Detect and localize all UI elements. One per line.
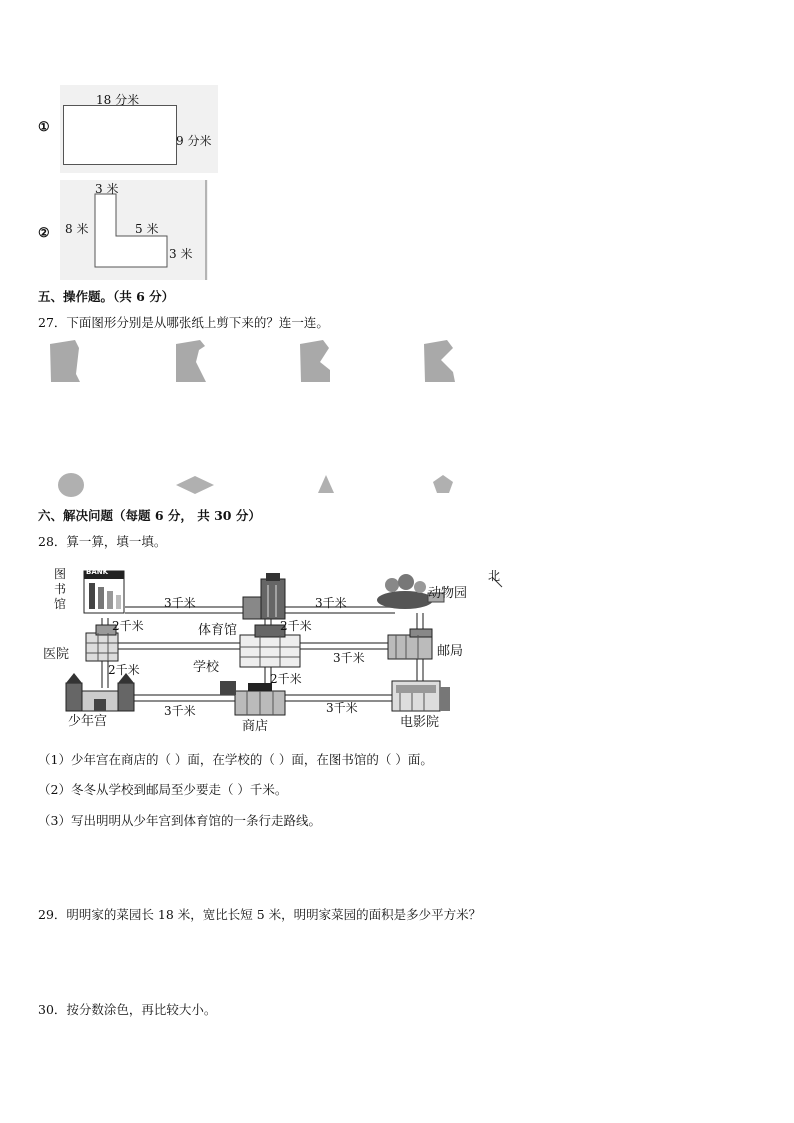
post-office-label: 邮局	[437, 644, 464, 659]
distance-school-shop: 2千米	[270, 672, 302, 686]
distance-hospital-youth: 2千米	[108, 663, 140, 677]
distance-shop-cinema: 3千米	[326, 701, 358, 715]
youth-palace-building	[66, 673, 134, 711]
paper-piece-1	[50, 340, 80, 382]
paper-piece-4	[424, 340, 455, 382]
triangle-shape	[318, 475, 334, 493]
figure1-marker: ①	[38, 120, 50, 135]
cut-paper-pieces	[45, 338, 465, 388]
question-30: 30．按分数涂色，再比较大小。	[38, 1002, 217, 1017]
distance-youth-shop: 3千米	[164, 704, 196, 718]
shop-label: 商店	[242, 719, 269, 734]
rectangle-shape	[63, 105, 177, 165]
north-label: 北	[488, 569, 501, 583]
distance-gym-zoo: 3千米	[315, 596, 347, 610]
distance-library-gym: 3千米	[164, 596, 196, 610]
question-28-1: （1）少年宫在商店的（ ）面，在学校的（ ）面，在图书馆的（ ）面。	[38, 752, 433, 767]
cinema-label: 电影院	[400, 715, 440, 730]
youth-palace-label: 少年宫	[68, 714, 108, 729]
rectangle-right-label: 9 分米	[176, 134, 212, 148]
town-map	[40, 563, 510, 733]
question-29: 29．明明家的菜园长 18 米，宽比长短 5 米，明明家菜园的面积是多少平方米？	[38, 907, 482, 922]
question-27: 27．下面图形分别是从哪张纸上剪下来的？连一连。	[38, 315, 329, 330]
question-28-2: （2）冬冬从学校到邮局至少要走（ ）千米。	[38, 782, 288, 797]
gym-building	[243, 573, 285, 619]
circle-shape	[58, 473, 84, 497]
figure2-marker: ②	[38, 226, 50, 241]
question-28-3: （3）写出明明从少年宫到体育馆的一条行走路线。	[38, 813, 321, 828]
hole-shapes-row	[45, 466, 475, 506]
cinema-building	[392, 681, 450, 711]
figure1-rectangle-figure	[60, 85, 218, 173]
hospital-label: 医院	[43, 647, 70, 662]
section5-heading: 五、操作题。（共 6 分）	[38, 289, 175, 304]
distance-library-hospital: 2千米	[112, 619, 144, 633]
figure2-l-shape-figure	[60, 180, 208, 280]
l-shape-right-label: 3 米	[169, 247, 193, 261]
rectangle-top-label: 18 分米	[96, 93, 140, 107]
rhombus-shape	[176, 476, 214, 494]
section6-heading: 六、解决问题（每题 6 分， 共 30 分）	[38, 508, 261, 523]
bank-sign: BANK	[86, 568, 109, 576]
question-28: 28．算一算，填一填。	[38, 534, 167, 549]
l-shape-top-label: 3 米	[95, 182, 119, 196]
paper-piece-3	[300, 340, 330, 382]
l-shape-mid-label: 5 米	[135, 222, 159, 236]
distance-gym-school: 2千米	[280, 619, 312, 633]
pentagon-shape	[433, 475, 453, 493]
post-office-building	[388, 629, 432, 659]
paper-piece-2	[176, 340, 206, 382]
library-building	[84, 571, 124, 613]
distance-school-post: 3千米	[333, 651, 365, 665]
l-shape-left-label: 8 米	[65, 222, 89, 236]
school-label: 学校	[193, 660, 220, 675]
gym-label: 体育馆	[198, 623, 238, 638]
library-label: 图书馆	[54, 567, 67, 611]
zoo-label: 动物园	[428, 586, 468, 601]
